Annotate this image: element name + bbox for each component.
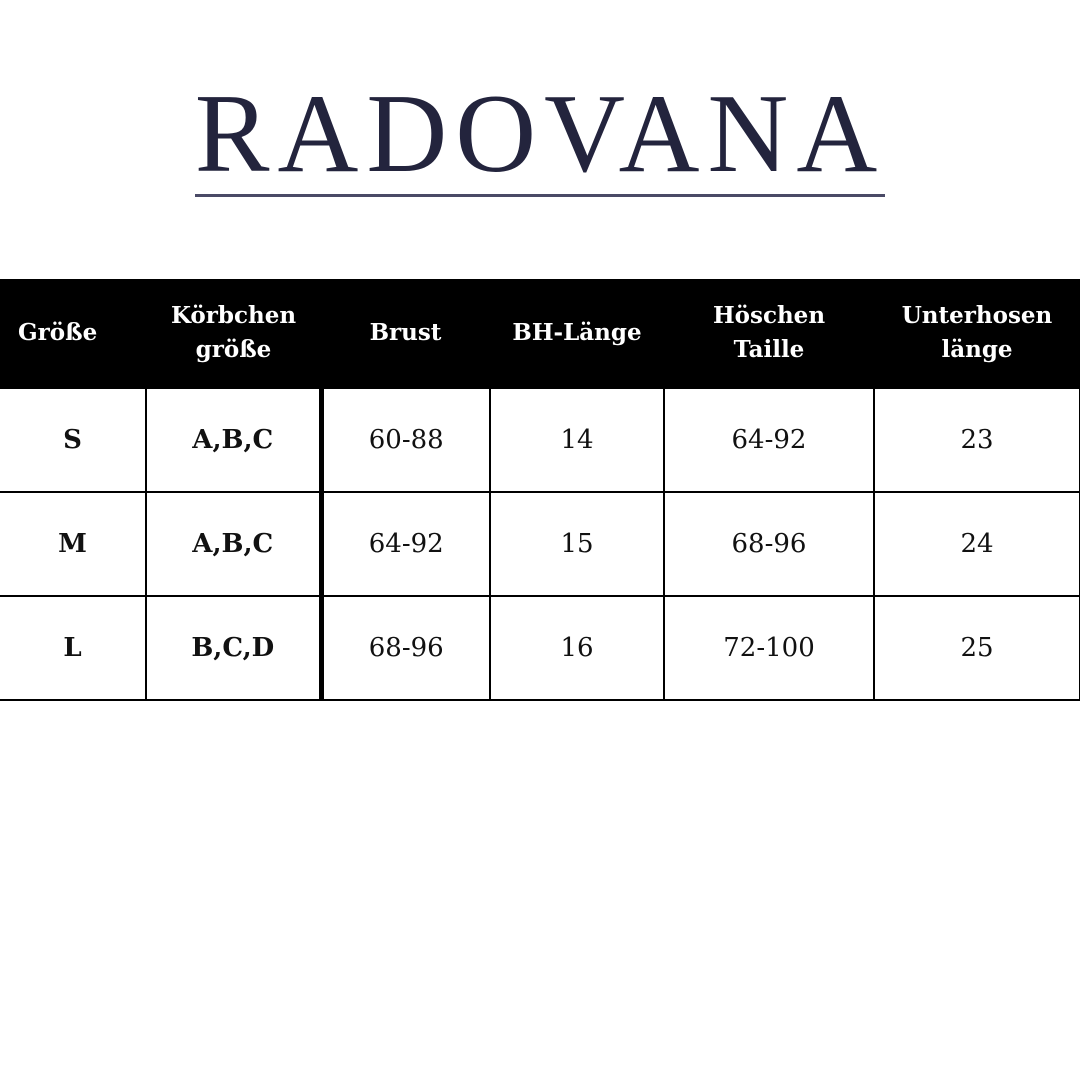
brand-header <box>0 72 1080 197</box>
cell-bra-length: 15 <box>490 492 664 596</box>
cell-bra-length: 16 <box>490 596 664 700</box>
table-row <box>0 492 1080 596</box>
header-row <box>0 279 1080 388</box>
header-panty-length-line1: Unterhosen <box>901 302 1053 329</box>
cell-bust: 64-92 <box>321 492 490 596</box>
cell-cup: A,B,C <box>146 388 321 492</box>
header-panty-length-line2: länge <box>941 336 1013 363</box>
cell-cup: B,C,D <box>146 596 321 700</box>
size-chart-body <box>0 388 1080 700</box>
header-panty-length <box>874 279 1080 388</box>
cell-panty-waist: 72-100 <box>664 596 874 700</box>
cell-size: M <box>0 492 146 596</box>
cell-panty-length: 23 <box>874 388 1080 492</box>
cell-cup: A,B,C <box>146 492 321 596</box>
cell-size: S <box>0 388 146 492</box>
cell-bra-length: 14 <box>490 388 664 492</box>
header-size: Größe <box>0 279 146 388</box>
header-cup-line1: Körbchen <box>170 302 297 329</box>
cell-panty-length: 25 <box>874 596 1080 700</box>
cell-panty-waist: 64-92 <box>664 388 874 492</box>
cell-size: L <box>0 596 146 700</box>
brand-logo-text: RADOVANA <box>194 72 886 196</box>
cell-bust: 60-88 <box>321 388 490 492</box>
header-panty-waist <box>664 279 874 388</box>
header-bust: Brust <box>321 279 490 388</box>
size-chart-header <box>0 279 1080 388</box>
header-cup-line2: größe <box>195 336 272 363</box>
cell-panty-waist: 68-96 <box>664 492 874 596</box>
header-cup-size <box>146 279 321 388</box>
table-row <box>0 596 1080 700</box>
size-chart-table <box>0 279 1080 701</box>
cell-bust: 68-96 <box>321 596 490 700</box>
header-panty-waist-line2: Taille <box>733 336 805 363</box>
header-bra-length: BH-Länge <box>490 279 664 388</box>
header-panty-waist-line1: Höschen <box>712 302 826 329</box>
cell-panty-length: 24 <box>874 492 1080 596</box>
table-row <box>0 388 1080 492</box>
